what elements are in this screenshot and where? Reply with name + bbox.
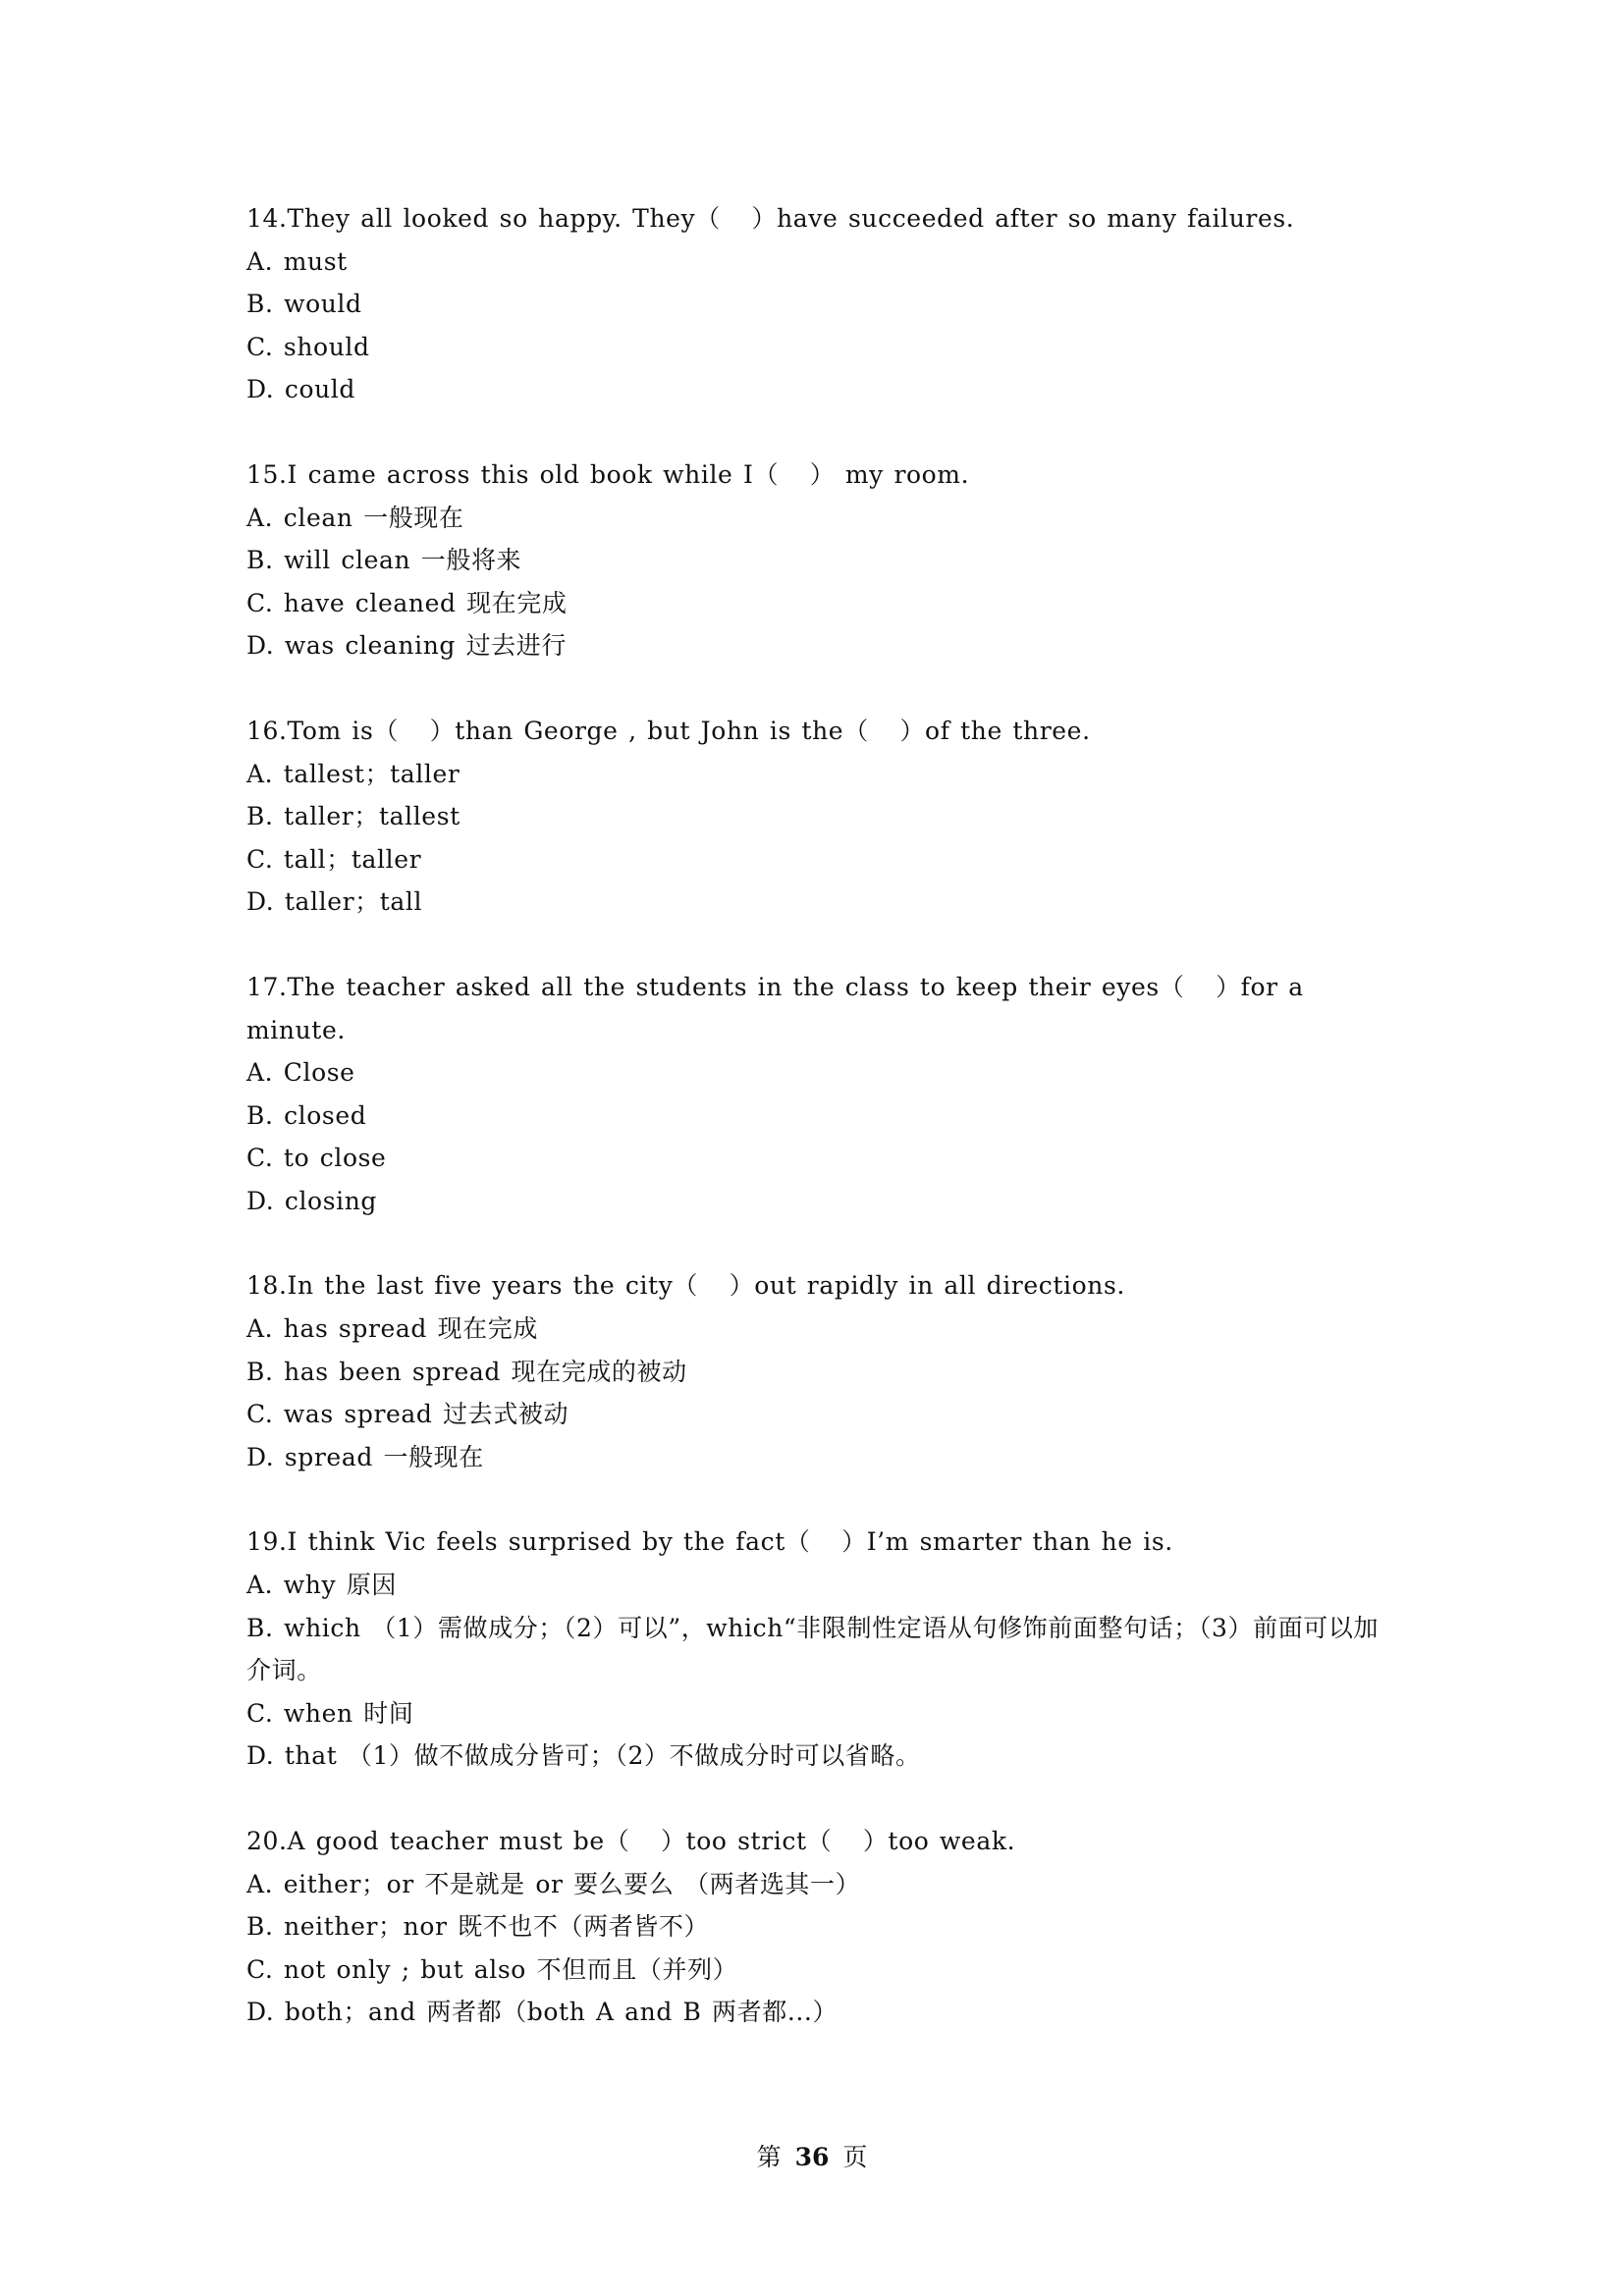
question-stem: 14.They all looked so happy. They（ ）have succeeded after so many failures. bbox=[246, 204, 1295, 233]
question-stem: 18.In the last five years the city（ ）out rapidly in all directions. bbox=[246, 1271, 1125, 1301]
option-b: B. would bbox=[246, 290, 362, 319]
option-d: D. both；and 两者都（both A and B 两者都...） bbox=[246, 1998, 839, 2027]
question-14 bbox=[246, 197, 1395, 411]
question-18 bbox=[246, 1264, 1395, 1478]
option-c: C. have cleaned 现在完成 bbox=[246, 588, 568, 617]
question-list bbox=[246, 197, 1395, 2076]
footer-prefix: 第 bbox=[756, 2143, 782, 2171]
option-a: A. must bbox=[246, 246, 348, 276]
option-d: D. could bbox=[246, 375, 355, 404]
option-d: D. spread 一般现在 bbox=[246, 1442, 484, 1471]
option-a: A. has spread 现在完成 bbox=[246, 1314, 538, 1344]
option-d: D. was cleaning 过去进行 bbox=[246, 631, 567, 661]
option-d: D. taller；tall bbox=[246, 887, 423, 917]
option-c: C. was spread 过去式被动 bbox=[246, 1400, 569, 1429]
question-15 bbox=[246, 454, 1395, 667]
option-a: A. clean 一般现在 bbox=[246, 503, 464, 532]
option-b: B. taller；tallest bbox=[246, 802, 460, 831]
question-16 bbox=[246, 710, 1395, 924]
question-17 bbox=[246, 966, 1395, 1223]
page-number: 36 bbox=[794, 2143, 830, 2171]
question-stem: 15.I came across this old book while I（ ） my room. bbox=[246, 459, 970, 489]
option-c: C. not only ; but also 不但而且（并列） bbox=[246, 1954, 738, 1984]
option-b: B. neither；nor 既不也不（两者皆不） bbox=[246, 1912, 710, 1942]
option-b: B. which （1）需做成分；（2）可以”，which“非限制性定语从句修饰前面整句话；（3）前面可以加介词。 bbox=[246, 1613, 1380, 1685]
option-c: C. when 时间 bbox=[246, 1698, 414, 1728]
option-a: A. either；or 不是就是 or 要么要么 （两者选其一） bbox=[246, 1869, 861, 1898]
option-d: D. that （1）做不做成分皆可；（2）不做成分时可以省略。 bbox=[246, 1741, 921, 1771]
question-19 bbox=[246, 1521, 1395, 1778]
option-b: B. closed bbox=[246, 1100, 367, 1130]
option-d: D. closing bbox=[246, 1186, 378, 1215]
footer-suffix: 页 bbox=[842, 2143, 868, 2171]
page-footer bbox=[0, 2140, 1624, 2175]
option-a: A. Close bbox=[246, 1058, 355, 1088]
question-stem: 20.A good teacher must be（ ）too strict（ ）too weak. bbox=[246, 1827, 1016, 1855]
option-a: A. why 原因 bbox=[246, 1571, 397, 1600]
question-20 bbox=[246, 1820, 1395, 2034]
option-c: C. should bbox=[246, 332, 370, 361]
question-stem: 19.I think Vic feels surprised by the fact（ ）I’m smarter than he is. bbox=[246, 1527, 1173, 1557]
option-b: B. will clean 一般将来 bbox=[246, 546, 522, 575]
option-a: A. tallest；taller bbox=[246, 759, 460, 788]
option-b: B. has been spread 现在完成的被动 bbox=[246, 1357, 687, 1386]
question-stem: 17.The teacher asked all the students in the class to keep their eyes（ ）for a minute. bbox=[246, 972, 1315, 1044]
option-c: C. tall；taller bbox=[246, 844, 422, 874]
question-stem: 16.Tom is（ ）than George , but John is the（ ）of the three. bbox=[246, 716, 1091, 745]
option-c: C. to close bbox=[246, 1144, 387, 1173]
